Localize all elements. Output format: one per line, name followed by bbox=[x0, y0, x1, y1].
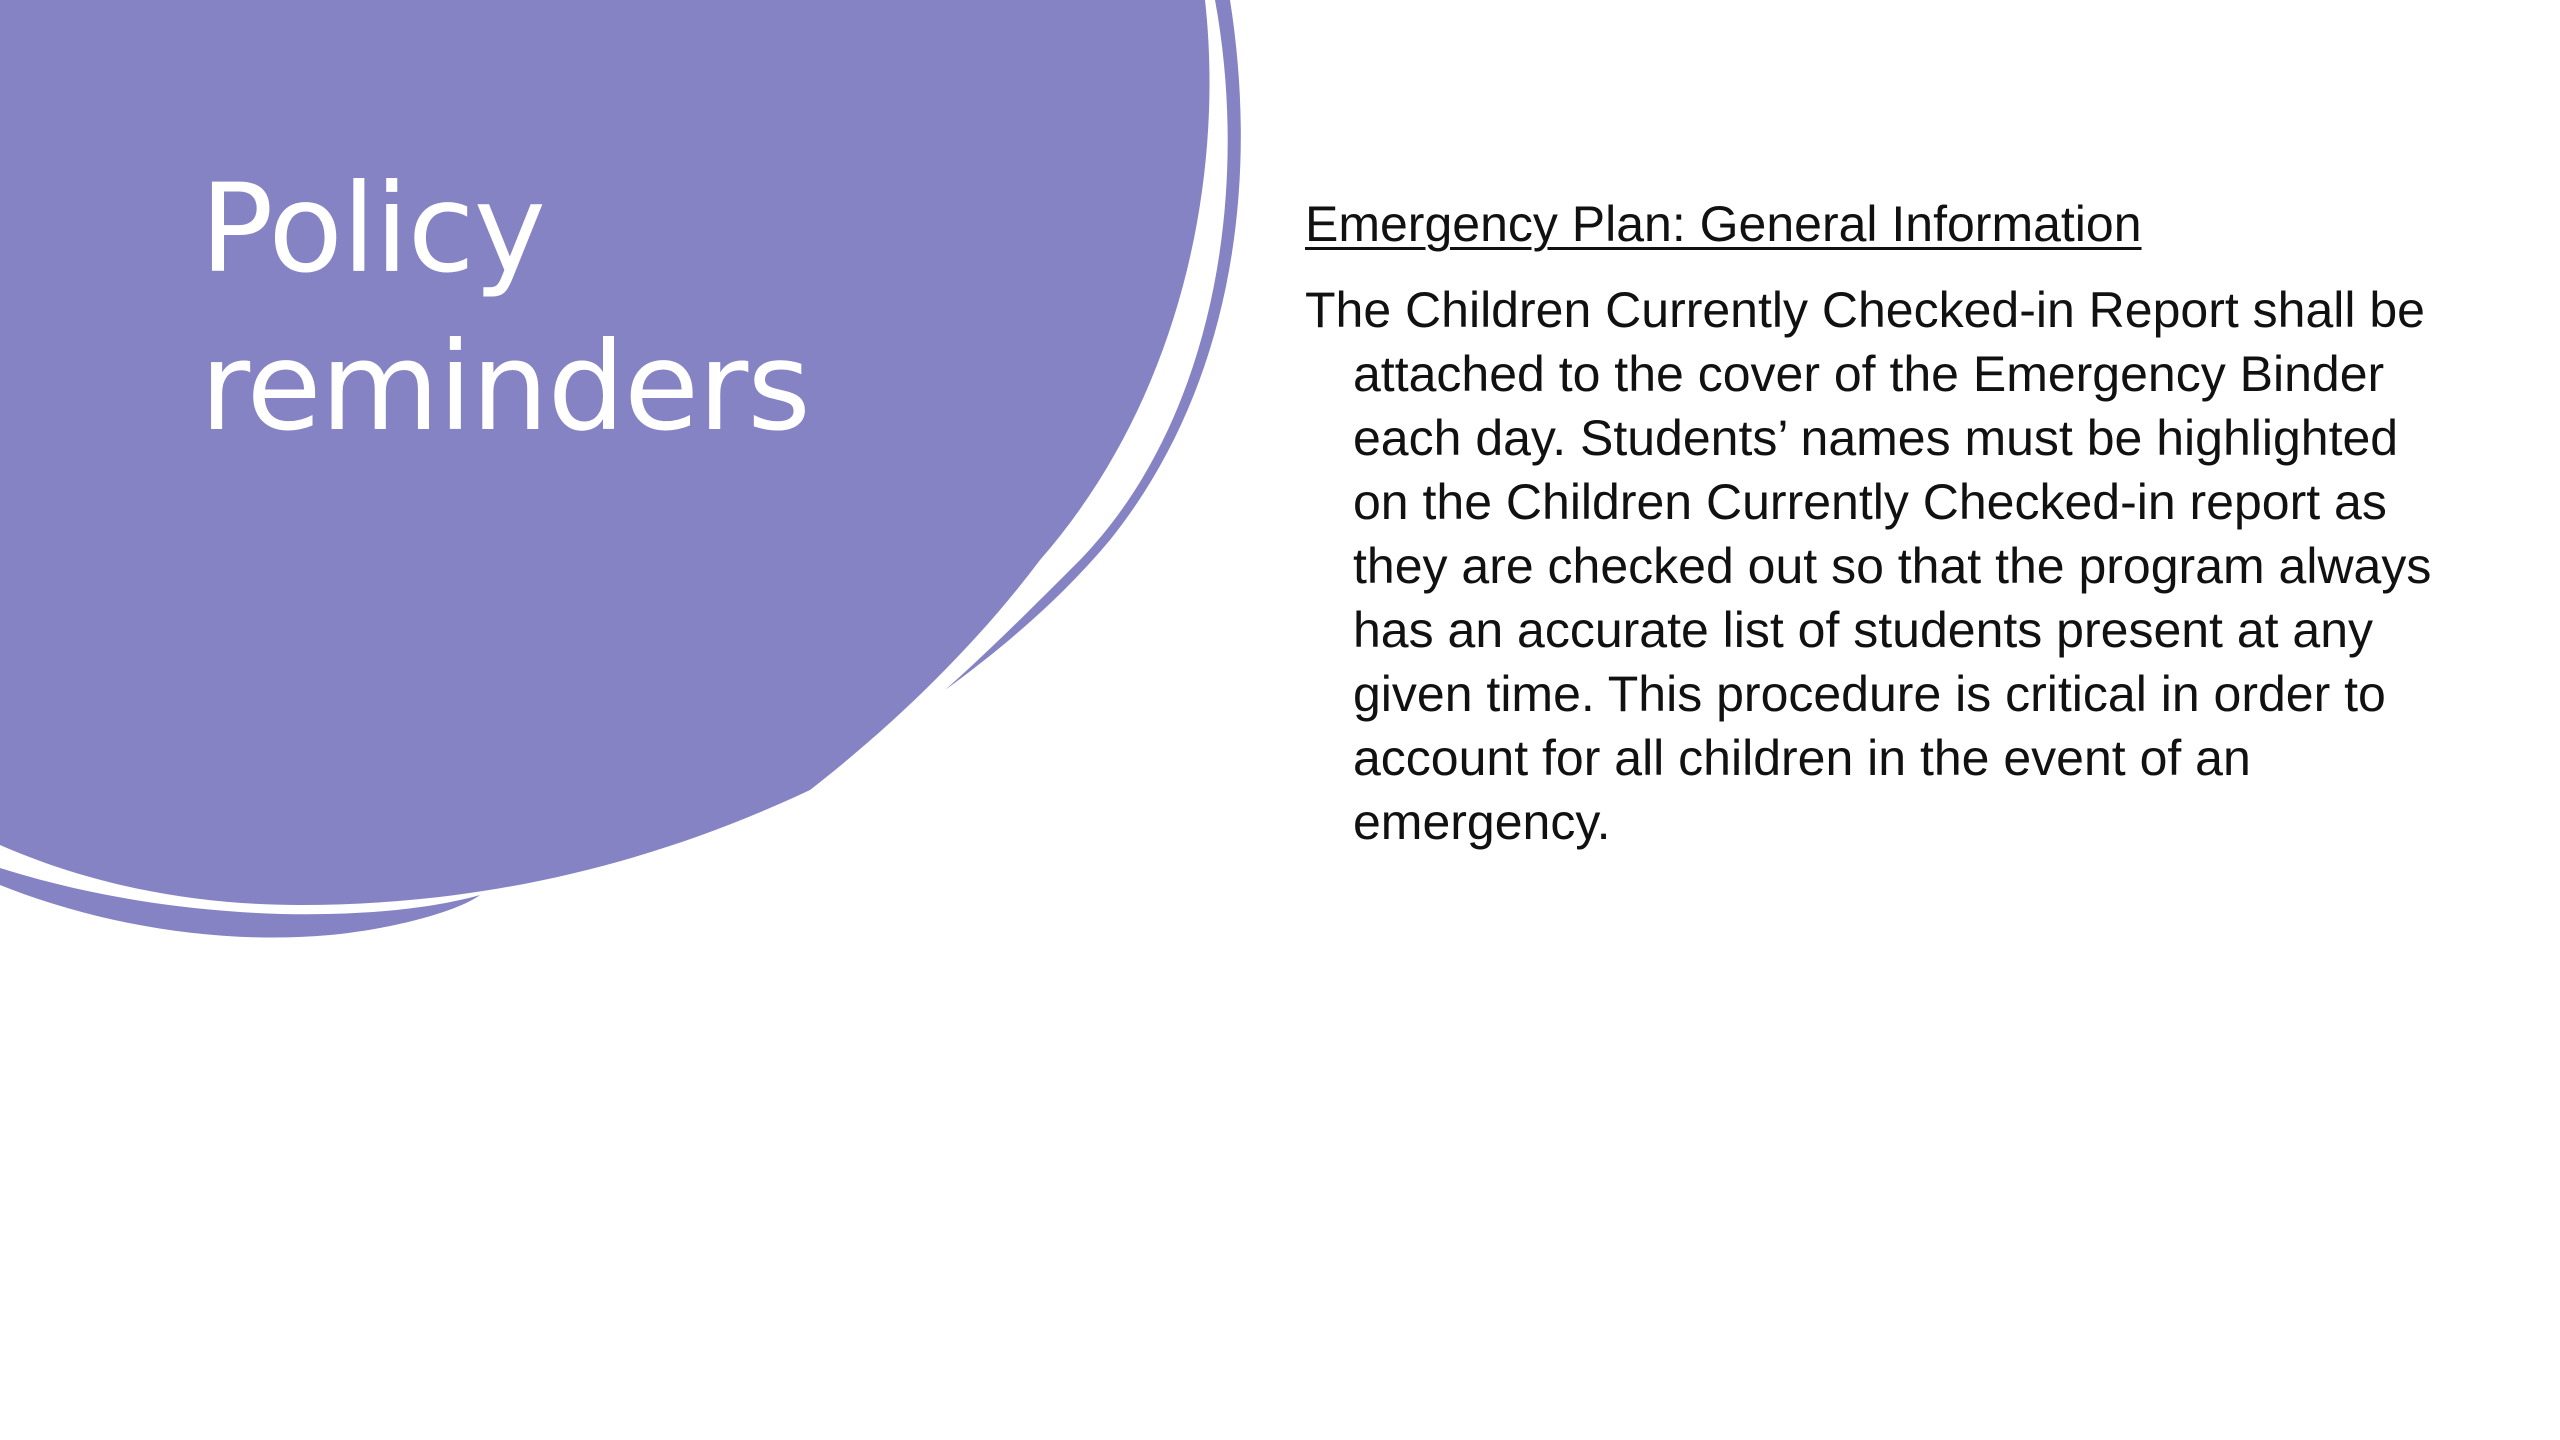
slide-title bbox=[200, 150, 1100, 466]
section-heading: Emergency Plan: General Information bbox=[1305, 196, 2142, 252]
title-line-reminders: reminders bbox=[200, 316, 810, 458]
content-area bbox=[1305, 190, 2455, 854]
title-line-policy: Policy bbox=[200, 158, 545, 300]
body-paragraph: The Children Currently Checked-in Report shall be attached to the cover of the Emergency Binder each day. Students’ names must be highlighted on the Children Currently Checked-in report as they are checked out so that the program always has an accurate list of students present at any given time. This procedure is critical in order to account for all children in the event of an emergency. bbox=[1305, 282, 2432, 850]
